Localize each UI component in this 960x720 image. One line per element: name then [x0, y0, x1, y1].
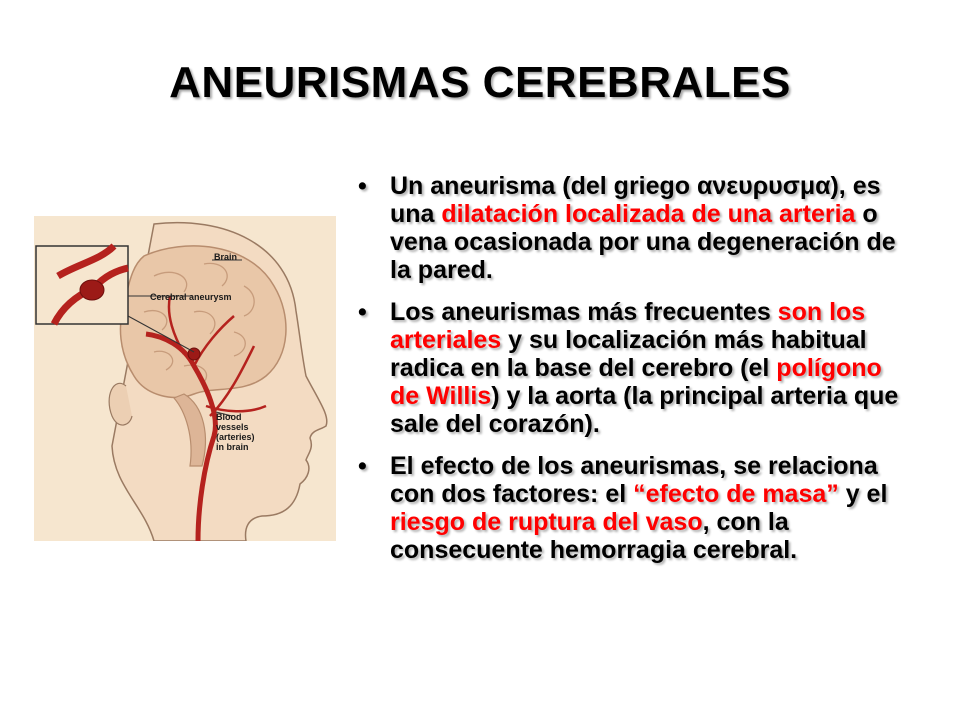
highlighted-text: riesgo de ruptura del vaso [390, 508, 703, 536]
bullet-text: y el [838, 480, 888, 508]
label-cerebral-aneurysm: Cerebral aneurysm [150, 292, 232, 302]
bullet-text: Los aneurismas más frecuentes [390, 298, 778, 326]
brain-aneurysm-illustration [34, 216, 336, 541]
highlighted-text: polígono de Willis [390, 354, 882, 410]
bullet-text: El efecto de los aneurismas, se relaciona con dos factores: el [390, 452, 878, 508]
highlighted-text: “efecto de masa” [633, 480, 839, 508]
head-brain-drawing [34, 216, 336, 541]
label-vessels-line-3: (arteries) [216, 432, 255, 442]
highlighted-text: son los arteriales [390, 298, 866, 354]
slide-title: ANEURISMAS CEREBRALES [169, 58, 791, 107]
bullet-item [352, 298, 912, 438]
bullet-text: y su localización más habitual radica en la base del cerebro (el [390, 326, 867, 382]
bullet-text: , con la consecuente hemorragia cerebral. [390, 508, 798, 564]
highlighted-text: dilatación localizada de una arteria [441, 200, 856, 228]
label-vessels-line-1: Blood [216, 412, 242, 422]
bullet-item [352, 172, 912, 284]
bullet-text: Un aneurisma (del griego ανευρυσμα), es una [390, 172, 881, 228]
label-blood-vessels [216, 412, 255, 452]
label-brain: Brain [214, 252, 238, 262]
label-vessels-line-2: vessels [216, 422, 249, 432]
bullet-text: o vena ocasionada por una degeneración de la pared. [390, 200, 896, 284]
bullet-list [352, 172, 912, 578]
bullet-item [352, 452, 912, 564]
bullet-text: ) y la aorta (la principal arteria que sale del corazón). [390, 382, 899, 438]
label-vessels-line-4: in brain [216, 442, 249, 452]
